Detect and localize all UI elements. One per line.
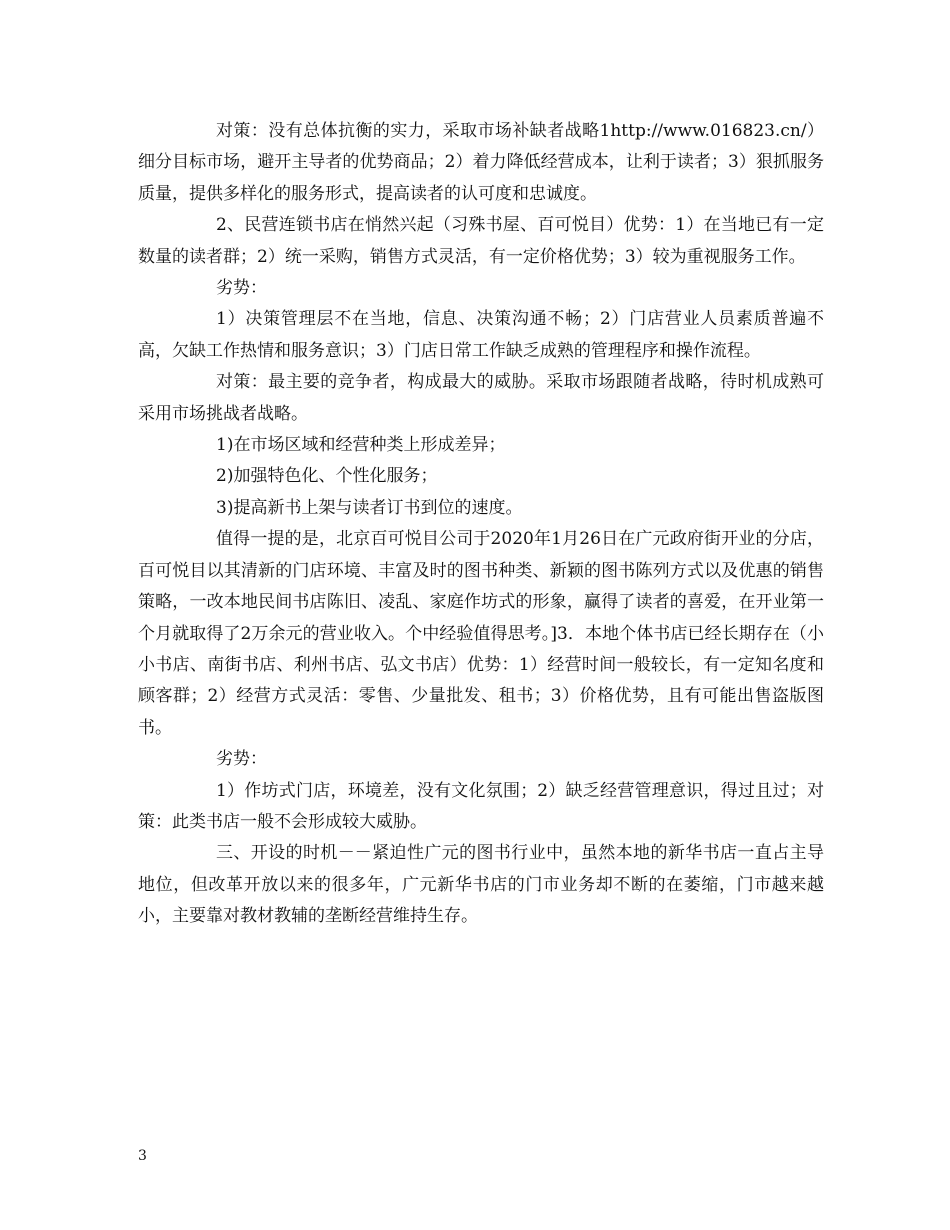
paragraph-notable-case: 值得一提的是，北京百可悦目公司于2020年1月26日在广元政府街开业的分店，百可悦目以其清新的门店环境、丰富及时的图书种类、新颖的图书陈列方式以及优惠的销售策略，一改本地民间书店陈旧、凌乱、家庭作坊式的形象，赢得了读者的喜爱，在开业第一个月就取得了2万余元的营业收入。个中经验值得思考。]3．本地个体书店已经长期存在（小小书店、南街书店、利州书店、弘文书店）优势：1）经营时间一般较长，有一定知名度和顾客群；2）经营方式灵活：零售、少量批发、租书；3）价格优势，且有可能出售盗版图书。 [138,529,824,738]
paragraph-chain-stores-weaknesses: 1）决策管理层不在当地，信息、决策沟通不畅；2）门店营业人员素质普遍不高，欠缺工作热情和服务意识；3）门店日常工作缺乏成熟的管理程序和操作流程。 [138,309,824,361]
paragraph-countermeasure-2: 对策：最主要的竞争者，构成最大的威胁。采取市场跟随者战略，待时机成熟可采用市场挑战者战略。 [138,372,824,424]
paragraph-list-item-1: 1)在市场区域和经营种类上形成差异； [216,435,506,456]
paragraph-weaknesses-heading-1: 劣势： [216,278,267,299]
paragraph-list-item-2: 2)加强特色化、个性化服务； [216,466,438,487]
paragraph-countermeasure-1: 对策：没有总体抗衡的实力，采取市场补缺者战略1http://www.016823.cn/）细分目标市场，避开主导者的优势商品；2）着力降低经营成本，让利于读者；3）狠抓服务质量，提供多样化的服务形式，提高读者的认可度和忠诚度。 [138,121,824,204]
page-number: 3 [138,1148,147,1164]
paragraph-list-item-3: 3)提高新书上架与读者订书到位的速度。 [216,497,523,518]
paragraph-chain-stores-strengths: 2、民营连锁书店在悄然兴起（习殊书屋、百可悦目）优势：1）在当地已有一定数量的读者群；2）统一采购，销售方式灵活，有一定价格优势；3）较为重视服务工作。 [138,215,824,267]
paragraph-individual-stores-weaknesses: 1）作坊式门店，环境差，没有文化氛围；2）缺乏经营管理意识，得过且过；对策：此类书店一般不会形成较大威胁。 [138,780,824,832]
paragraph-weaknesses-heading-2: 劣势： [216,749,267,770]
paragraph-timing-section: 三、开设的时机－－紧迫性广元的图书行业中，虽然本地的新华书店一直占主导地位，但改革开放以来的很多年，广元新华书店的门市业务却不断的在萎缩，门市越来越小，主要靠对教材教辅的垄断经营维持生存。 [138,843,824,927]
body-text [138,116,824,933]
